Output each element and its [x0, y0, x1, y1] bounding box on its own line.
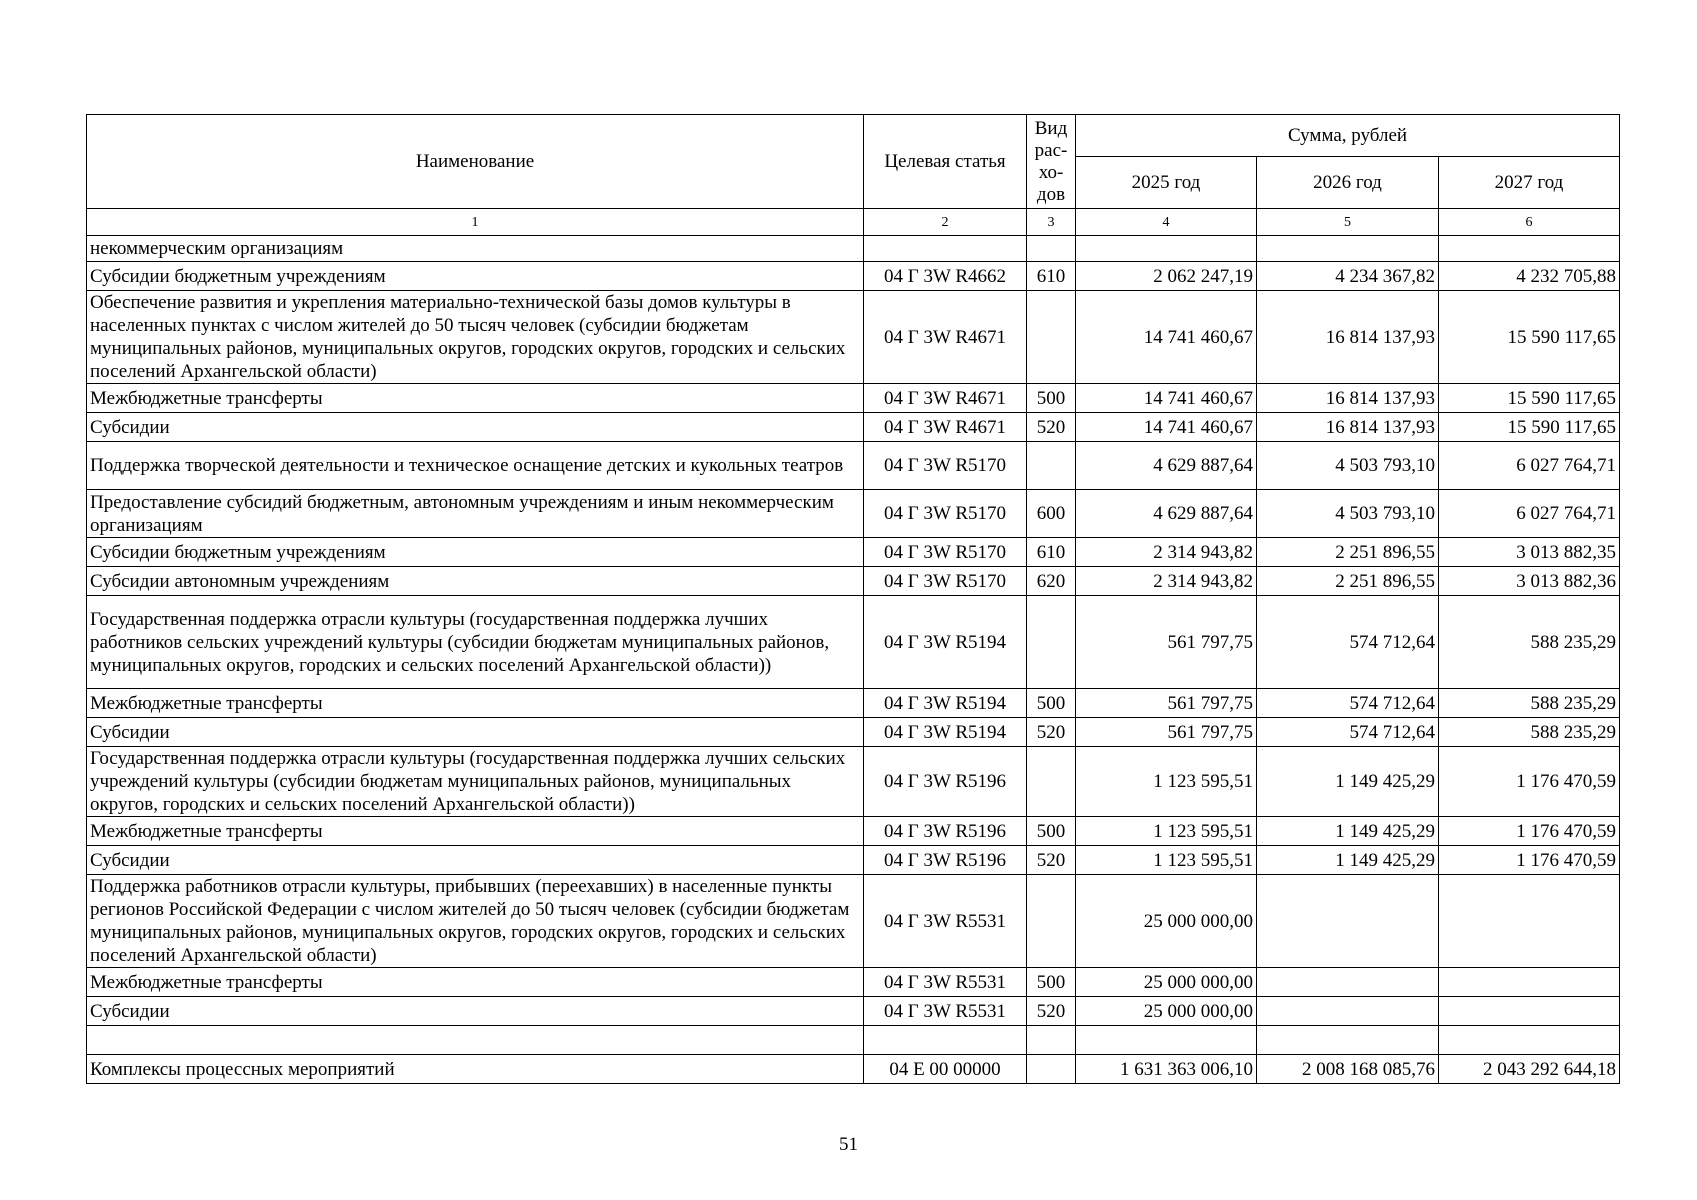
- amount-2025: [1076, 1026, 1257, 1055]
- row-name: Комплексы процессных мероприятий: [87, 1055, 864, 1084]
- amount-2026: 4 503 793,10: [1257, 442, 1439, 490]
- table-row: [87, 817, 1620, 846]
- amount-2027: 3 013 882,36: [1439, 567, 1620, 596]
- expense-type: [1027, 747, 1076, 817]
- amount-2026: 4 234 367,82: [1257, 262, 1439, 291]
- amount-2026: 574 712,64: [1257, 718, 1439, 747]
- amount-2026: 574 712,64: [1257, 596, 1439, 689]
- header-name: Наименование: [87, 115, 864, 209]
- expense-type: [1027, 1055, 1076, 1084]
- amount-2026: 16 814 137,93: [1257, 291, 1439, 384]
- amount-2025: 2 314 943,82: [1076, 567, 1257, 596]
- row-name: Межбюджетные трансферты: [87, 384, 864, 413]
- header-expense-type: Вид рас-хо-дов: [1027, 115, 1076, 209]
- row-name: Поддержка работников отрасли культуры, прибывших (переехавших) в населенные пункты регионов Российской Федерации с числом жителей до 50 тысяч человек (субсидии бюджетам муниципальных районов, муниципальных округов, городских округов, городских и сельских поселений Архангельской области): [87, 875, 864, 968]
- expense-type: [1027, 442, 1076, 490]
- column-number: 2: [864, 209, 1027, 236]
- expense-type: 610: [1027, 538, 1076, 567]
- row-name: Субсидии: [87, 846, 864, 875]
- target-article: 04 Г 3W R5196: [864, 817, 1027, 846]
- target-article: 04 Г 3W R5531: [864, 997, 1027, 1026]
- amount-2026: 2 251 896,55: [1257, 538, 1439, 567]
- page-number: 51: [839, 1134, 858, 1155]
- column-numbers-row: [87, 209, 1620, 236]
- amount-2026: 16 814 137,93: [1257, 413, 1439, 442]
- row-name: Субсидии: [87, 718, 864, 747]
- target-article: 04 Г 3W R5531: [864, 968, 1027, 997]
- table-row: [87, 747, 1620, 817]
- amount-2027: 4 232 705,88: [1439, 262, 1620, 291]
- table-row: [87, 846, 1620, 875]
- header-sum: Сумма, рублей: [1076, 115, 1620, 157]
- row-name: Субсидии бюджетным учреждениям: [87, 262, 864, 291]
- expense-type: 520: [1027, 718, 1076, 747]
- header-year-2027: 2027 год: [1439, 157, 1620, 209]
- target-article: 04 Г 3W R5194: [864, 596, 1027, 689]
- amount-2025: 561 797,75: [1076, 596, 1257, 689]
- amount-2026: 16 814 137,93: [1257, 384, 1439, 413]
- amount-2025: 25 000 000,00: [1076, 997, 1257, 1026]
- row-name: Субсидии автономным учреждениям: [87, 567, 864, 596]
- table-body: [87, 236, 1620, 1084]
- column-number: 1: [87, 209, 864, 236]
- target-article: 04 Г 3W R5194: [864, 689, 1027, 718]
- row-name: Государственная поддержка отрасли культуры (государственная поддержка лучших сельских учреждений культуры (субсидии бюджетам муниципальных районов, муниципальных округов, городских и сельских поселений Архангельской области)): [87, 747, 864, 817]
- table-row: [87, 718, 1620, 747]
- expense-type: [1027, 1026, 1076, 1055]
- header-year-2025: 2025 год: [1076, 157, 1257, 209]
- target-article: 04 Г 3W R5170: [864, 490, 1027, 538]
- row-name: [87, 1026, 864, 1055]
- amount-2026: 2 251 896,55: [1257, 567, 1439, 596]
- amount-2027: [1439, 875, 1620, 968]
- expense-type: 500: [1027, 689, 1076, 718]
- header-target-article: Целевая статья: [864, 115, 1027, 209]
- amount-2027: 588 235,29: [1439, 718, 1620, 747]
- target-article: 04 Г 3W R4671: [864, 413, 1027, 442]
- target-article: 04 Г 3W R4671: [864, 291, 1027, 384]
- amount-2025: 2 314 943,82: [1076, 538, 1257, 567]
- row-name: некоммерческим организациям: [87, 236, 864, 262]
- table-row: [87, 1055, 1620, 1084]
- row-name: Межбюджетные трансферты: [87, 817, 864, 846]
- expense-type: 520: [1027, 413, 1076, 442]
- amount-2025: 1 123 595,51: [1076, 846, 1257, 875]
- amount-2025: 561 797,75: [1076, 718, 1257, 747]
- expense-type: [1027, 291, 1076, 384]
- amount-2027: 588 235,29: [1439, 689, 1620, 718]
- amount-2026: 2 008 168 085,76: [1257, 1055, 1439, 1084]
- target-article: 04 Г 3W R5196: [864, 846, 1027, 875]
- amount-2027: [1439, 236, 1620, 262]
- amount-2027: [1439, 997, 1620, 1026]
- table-row: [87, 875, 1620, 968]
- target-article: [864, 236, 1027, 262]
- row-name: Межбюджетные трансферты: [87, 968, 864, 997]
- table-row: [87, 413, 1620, 442]
- expense-type: [1027, 596, 1076, 689]
- amount-2026: 1 149 425,29: [1257, 846, 1439, 875]
- amount-2027: 1 176 470,59: [1439, 817, 1620, 846]
- amount-2025: 561 797,75: [1076, 689, 1257, 718]
- row-name: Субсидии: [87, 413, 864, 442]
- column-number: 5: [1257, 209, 1439, 236]
- amount-2025: 2 062 247,19: [1076, 262, 1257, 291]
- amount-2025: 14 741 460,67: [1076, 384, 1257, 413]
- row-name: Субсидии бюджетным учреждениям: [87, 538, 864, 567]
- amount-2027: 15 590 117,65: [1439, 384, 1620, 413]
- expense-type: 500: [1027, 384, 1076, 413]
- amount-2025: 4 629 887,64: [1076, 442, 1257, 490]
- table-row: [87, 567, 1620, 596]
- table-row: [87, 291, 1620, 384]
- amount-2026: [1257, 968, 1439, 997]
- expense-type: 600: [1027, 490, 1076, 538]
- expense-type: 500: [1027, 817, 1076, 846]
- row-name: Субсидии: [87, 997, 864, 1026]
- amount-2026: 4 503 793,10: [1257, 490, 1439, 538]
- table-row: [87, 236, 1620, 262]
- target-article: 04 Г 3W R5531: [864, 875, 1027, 968]
- amount-2026: 1 149 425,29: [1257, 747, 1439, 817]
- amount-2027: 15 590 117,65: [1439, 413, 1620, 442]
- table-row: [87, 442, 1620, 490]
- amount-2027: [1439, 1026, 1620, 1055]
- amount-2027: 3 013 882,35: [1439, 538, 1620, 567]
- amount-2025: 14 741 460,67: [1076, 413, 1257, 442]
- amount-2027: [1439, 968, 1620, 997]
- target-article: 04 Г 3W R5170: [864, 538, 1027, 567]
- table-row: [87, 384, 1620, 413]
- expense-type: 620: [1027, 567, 1076, 596]
- amount-2026: [1257, 875, 1439, 968]
- expense-type: 610: [1027, 262, 1076, 291]
- row-name: Межбюджетные трансферты: [87, 689, 864, 718]
- table-row: [87, 262, 1620, 291]
- amount-2025: 25 000 000,00: [1076, 968, 1257, 997]
- target-article: 04 Г 3W R5196: [864, 747, 1027, 817]
- amount-2026: 1 149 425,29: [1257, 817, 1439, 846]
- amount-2025: 1 123 595,51: [1076, 747, 1257, 817]
- column-number: 3: [1027, 209, 1076, 236]
- amount-2027: 6 027 764,71: [1439, 490, 1620, 538]
- amount-2027: 6 027 764,71: [1439, 442, 1620, 490]
- target-article: 04 Г 3W R4671: [864, 384, 1027, 413]
- amount-2027: 1 176 470,59: [1439, 747, 1620, 817]
- column-number: 4: [1076, 209, 1257, 236]
- table-row: [87, 968, 1620, 997]
- table-row: [87, 997, 1620, 1026]
- table-row: [87, 1026, 1620, 1055]
- amount-2026: [1257, 1026, 1439, 1055]
- amount-2026: [1257, 997, 1439, 1026]
- amount-2026: [1257, 236, 1439, 262]
- amount-2027: 1 176 470,59: [1439, 846, 1620, 875]
- table-row: [87, 596, 1620, 689]
- amount-2027: 588 235,29: [1439, 596, 1620, 689]
- table-row: [87, 490, 1620, 538]
- target-article: 04 Г 3W R5170: [864, 442, 1027, 490]
- row-name: Предоставление субсидий бюджетным, автономным учреждениям и иным некоммерческим организациям: [87, 490, 864, 538]
- column-number: 6: [1439, 209, 1620, 236]
- amount-2027: 15 590 117,65: [1439, 291, 1620, 384]
- table-row: [87, 689, 1620, 718]
- target-article: 04 Г 3W R5170: [864, 567, 1027, 596]
- row-name: Обеспечение развития и укрепления материально-технической базы домов культуры в населенных пунктах с числом жителей до 50 тысяч человек (субсидии бюджетам муниципальных районов, муниципальных округов, городских округов, городских и сельских поселений Архангельской области): [87, 291, 864, 384]
- budget-table: [86, 114, 1620, 1084]
- target-article: [864, 1026, 1027, 1055]
- amount-2025: [1076, 236, 1257, 262]
- expense-type: 520: [1027, 846, 1076, 875]
- row-name: Поддержка творческой деятельности и техническое оснащение детских и кукольных театров: [87, 442, 864, 490]
- amount-2025: 1 123 595,51: [1076, 817, 1257, 846]
- amount-2025: 4 629 887,64: [1076, 490, 1257, 538]
- amount-2026: 574 712,64: [1257, 689, 1439, 718]
- expense-type: 520: [1027, 997, 1076, 1026]
- amount-2025: 25 000 000,00: [1076, 875, 1257, 968]
- target-article: 04 Г 3W R4662: [864, 262, 1027, 291]
- expense-type: [1027, 236, 1076, 262]
- expense-type: [1027, 875, 1076, 968]
- row-name: Государственная поддержка отрасли культуры (государственная поддержка лучших работников сельских учреждений культуры (субсидии бюджетам муниципальных районов, муниципальных округов, городских и сельских поселений Архангельской области)): [87, 596, 864, 689]
- header-year-2026: 2026 год: [1257, 157, 1439, 209]
- amount-2025: 1 631 363 006,10: [1076, 1055, 1257, 1084]
- amount-2025: 14 741 460,67: [1076, 291, 1257, 384]
- table-row: [87, 538, 1620, 567]
- amount-2027: 2 043 292 644,18: [1439, 1055, 1620, 1084]
- target-article: 04 Е 00 00000: [864, 1055, 1027, 1084]
- expense-type: 500: [1027, 968, 1076, 997]
- target-article: 04 Г 3W R5194: [864, 718, 1027, 747]
